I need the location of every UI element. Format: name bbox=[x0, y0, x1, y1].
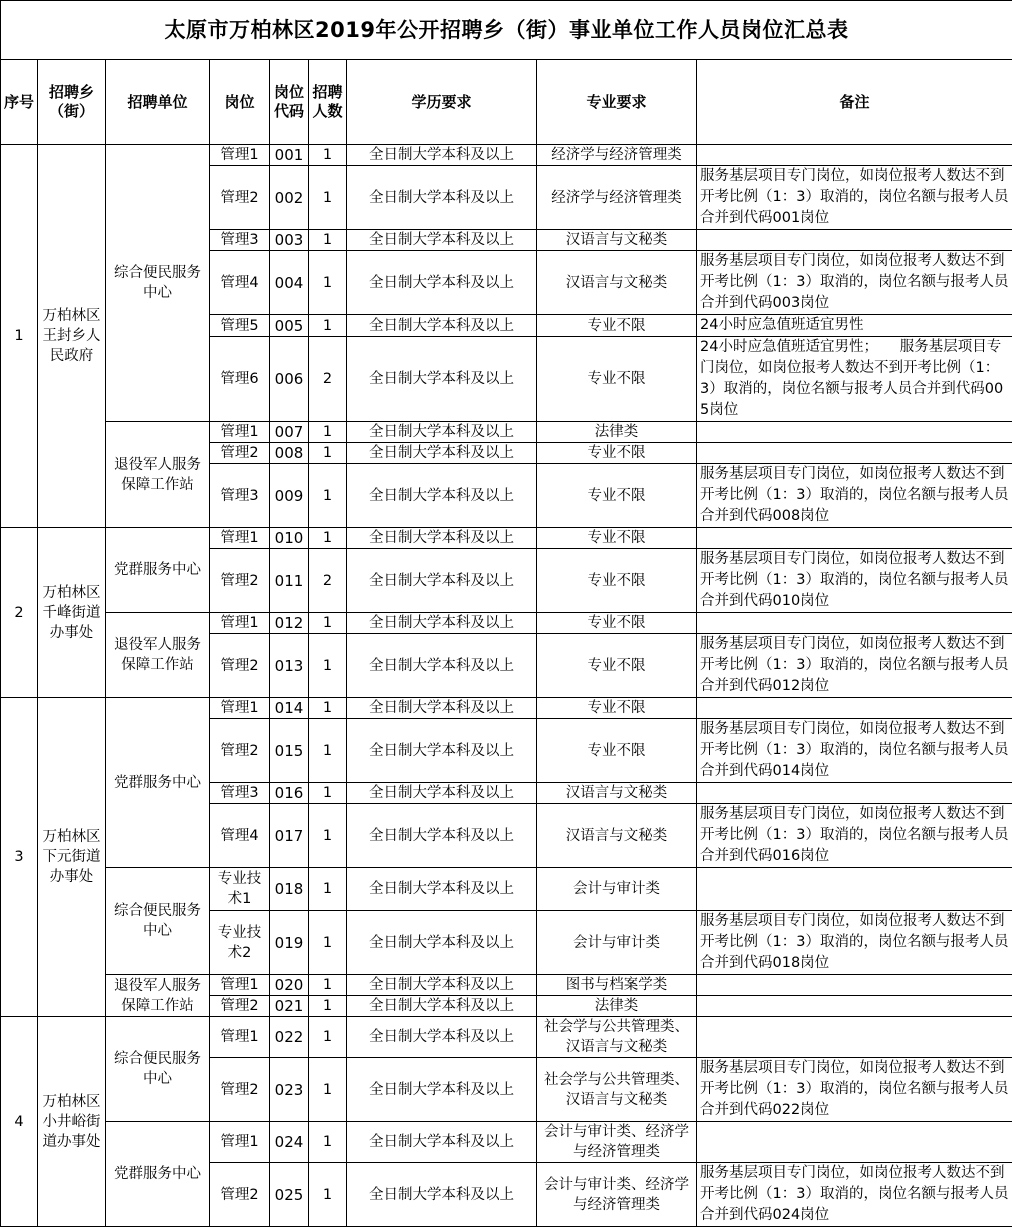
education-requirement: 全日制大学本科及以上 bbox=[347, 528, 537, 549]
major-requirement: 专业不限 bbox=[537, 337, 697, 422]
post-code: 006 bbox=[270, 337, 309, 422]
post-name: 管理3 bbox=[210, 230, 270, 251]
major-requirement: 专业不限 bbox=[537, 719, 697, 783]
unit-name: 综合便民服务中心 bbox=[106, 868, 210, 975]
headcount: 1 bbox=[309, 975, 347, 996]
remark: 服务基层项目专门岗位，如岗位报考人数达不到开考比例（1：3）取消的，岗位名额与报考人员合并到代码024岗位 bbox=[697, 1163, 1012, 1227]
post-name: 管理1 bbox=[210, 975, 270, 996]
post-code: 024 bbox=[270, 1122, 309, 1163]
table-row bbox=[1, 1017, 1012, 1058]
major-requirement: 汉语言与文秘类 bbox=[537, 251, 697, 315]
unit-name: 退役军人服务保障工作站 bbox=[106, 975, 210, 1017]
remark bbox=[697, 422, 1012, 443]
remark bbox=[697, 783, 1012, 804]
unit-name: 党群服务中心 bbox=[106, 1122, 210, 1227]
headcount: 1 bbox=[309, 443, 347, 464]
group-seq: 4 bbox=[1, 1017, 38, 1227]
post-name: 管理3 bbox=[210, 783, 270, 804]
group-town: 万柏林区小井峪街道办事处 bbox=[38, 1017, 106, 1227]
header-town: 招聘乡（街） bbox=[38, 60, 106, 145]
remark bbox=[697, 230, 1012, 251]
headcount: 1 bbox=[309, 315, 347, 337]
remark: 服务基层项目专门岗位，如岗位报考人数达不到开考比例（1：3）取消的，岗位名额与报考人员合并到代码018岗位 bbox=[697, 911, 1012, 975]
remark: 服务基层项目专门岗位，如岗位报考人数达不到开考比例（1：3）取消的，岗位名额与报考人员合并到代码014岗位 bbox=[697, 719, 1012, 783]
headcount: 1 bbox=[309, 1058, 347, 1122]
post-code: 012 bbox=[270, 613, 309, 634]
post-name: 管理1 bbox=[210, 422, 270, 443]
education-requirement: 全日制大学本科及以上 bbox=[347, 464, 537, 528]
table-row bbox=[1, 613, 1012, 634]
headcount: 1 bbox=[309, 783, 347, 804]
table-row bbox=[1, 1122, 1012, 1163]
post-code: 019 bbox=[270, 911, 309, 975]
major-requirement: 专业不限 bbox=[537, 634, 697, 698]
education-requirement: 全日制大学本科及以上 bbox=[347, 230, 537, 251]
major-requirement: 汉语言与文秘类 bbox=[537, 804, 697, 868]
remark: 服务基层项目专门岗位，如岗位报考人数达不到开考比例（1：3）取消的，岗位名额与报考人员合并到代码016岗位 bbox=[697, 804, 1012, 868]
remark: 24小时应急值班适宜男性 bbox=[697, 315, 1012, 337]
unit-name: 综合便民服务中心 bbox=[106, 145, 210, 422]
remark: 服务基层项目专门岗位，如岗位报考人数达不到开考比例（1：3）取消的，岗位名额与报考人员合并到代码001岗位 bbox=[697, 166, 1012, 230]
headcount: 1 bbox=[309, 230, 347, 251]
post-name: 管理2 bbox=[210, 996, 270, 1017]
headcount: 1 bbox=[309, 251, 347, 315]
post-code: 017 bbox=[270, 804, 309, 868]
major-requirement: 社会学与公共管理类、汉语言与文秘类 bbox=[537, 1017, 697, 1058]
post-code: 008 bbox=[270, 443, 309, 464]
post-name: 管理3 bbox=[210, 464, 270, 528]
header-unit: 招聘单位 bbox=[106, 60, 210, 145]
post-code: 010 bbox=[270, 528, 309, 549]
post-name: 管理2 bbox=[210, 719, 270, 783]
table-row bbox=[1, 145, 1012, 166]
education-requirement: 全日制大学本科及以上 bbox=[347, 1122, 537, 1163]
major-requirement: 社会学与公共管理类、汉语言与文秘类 bbox=[537, 1058, 697, 1122]
major-requirement: 专业不限 bbox=[537, 464, 697, 528]
major-requirement: 专业不限 bbox=[537, 613, 697, 634]
post-name: 管理6 bbox=[210, 337, 270, 422]
post-name: 管理2 bbox=[210, 443, 270, 464]
education-requirement: 全日制大学本科及以上 bbox=[347, 975, 537, 996]
post-code: 004 bbox=[270, 251, 309, 315]
headcount: 1 bbox=[309, 145, 347, 166]
education-requirement: 全日制大学本科及以上 bbox=[347, 145, 537, 166]
group-town: 万柏林区下元街道办事处 bbox=[38, 698, 106, 1017]
major-requirement: 经济学与经济管理类 bbox=[537, 166, 697, 230]
remark bbox=[697, 975, 1012, 996]
post-name: 管理2 bbox=[210, 634, 270, 698]
headcount: 2 bbox=[309, 549, 347, 613]
post-code: 021 bbox=[270, 996, 309, 1017]
unit-name: 党群服务中心 bbox=[106, 698, 210, 868]
major-requirement: 会计与审计类、经济学与经济管理类 bbox=[537, 1122, 697, 1163]
remark bbox=[697, 145, 1012, 166]
group-seq: 2 bbox=[1, 528, 38, 698]
headcount: 1 bbox=[309, 804, 347, 868]
education-requirement: 全日制大学本科及以上 bbox=[347, 911, 537, 975]
post-code: 009 bbox=[270, 464, 309, 528]
headcount: 1 bbox=[309, 698, 347, 719]
remark bbox=[697, 443, 1012, 464]
remark bbox=[697, 1017, 1012, 1058]
group-seq: 3 bbox=[1, 698, 38, 1017]
major-requirement: 专业不限 bbox=[537, 443, 697, 464]
education-requirement: 全日制大学本科及以上 bbox=[347, 1163, 537, 1227]
header-seq: 序号 bbox=[1, 60, 38, 145]
major-requirement: 专业不限 bbox=[537, 698, 697, 719]
education-requirement: 全日制大学本科及以上 bbox=[347, 337, 537, 422]
major-requirement: 汉语言与文秘类 bbox=[537, 230, 697, 251]
education-requirement: 全日制大学本科及以上 bbox=[347, 804, 537, 868]
post-name: 管理1 bbox=[210, 698, 270, 719]
post-code: 016 bbox=[270, 783, 309, 804]
major-requirement: 会计与审计类 bbox=[537, 911, 697, 975]
group-town: 万柏林区王封乡人民政府 bbox=[38, 145, 106, 528]
table-row bbox=[1, 528, 1012, 549]
group-town: 万柏林区千峰街道办事处 bbox=[38, 528, 106, 698]
post-name: 管理1 bbox=[210, 145, 270, 166]
unit-name: 退役军人服务保障工作站 bbox=[106, 422, 210, 528]
unit-name: 综合便民服务中心 bbox=[106, 1017, 210, 1122]
remark: 服务基层项目专门岗位，如岗位报考人数达不到开考比例（1：3）取消的，岗位名额与报考人员合并到代码010岗位 bbox=[697, 549, 1012, 613]
remark: 24小时应急值班适宜男性； 服务基层项目专门岗位，如岗位报考人数达不到开考比例（1：3）取消的，岗位名额与报考人员合并到代码005岗位 bbox=[697, 337, 1012, 422]
headcount: 1 bbox=[309, 634, 347, 698]
education-requirement: 全日制大学本科及以上 bbox=[347, 1058, 537, 1122]
headcount: 1 bbox=[309, 911, 347, 975]
post-name: 管理1 bbox=[210, 528, 270, 549]
post-code: 007 bbox=[270, 422, 309, 443]
education-requirement: 全日制大学本科及以上 bbox=[347, 634, 537, 698]
headcount: 1 bbox=[309, 528, 347, 549]
major-requirement: 会计与审计类 bbox=[537, 868, 697, 911]
education-requirement: 全日制大学本科及以上 bbox=[347, 422, 537, 443]
post-code: 020 bbox=[270, 975, 309, 996]
post-code: 011 bbox=[270, 549, 309, 613]
remark bbox=[697, 1122, 1012, 1163]
post-name: 管理4 bbox=[210, 804, 270, 868]
headcount: 1 bbox=[309, 1122, 347, 1163]
remark: 服务基层项目专门岗位，如岗位报考人数达不到开考比例（1：3）取消的，岗位名额与报考人员合并到代码003岗位 bbox=[697, 251, 1012, 315]
remark: 服务基层项目专门岗位，如岗位报考人数达不到开考比例（1：3）取消的，岗位名额与报考人员合并到代码008岗位 bbox=[697, 464, 1012, 528]
post-code: 023 bbox=[270, 1058, 309, 1122]
post-name: 管理2 bbox=[210, 1058, 270, 1122]
unit-name: 党群服务中心 bbox=[106, 528, 210, 613]
headcount: 1 bbox=[309, 1017, 347, 1058]
post-code: 018 bbox=[270, 868, 309, 911]
remark: 服务基层项目专门岗位，如岗位报考人数达不到开考比例（1：3）取消的，岗位名额与报考人员合并到代码012岗位 bbox=[697, 634, 1012, 698]
post-code: 025 bbox=[270, 1163, 309, 1227]
post-code: 013 bbox=[270, 634, 309, 698]
headcount: 2 bbox=[309, 337, 347, 422]
headcount: 1 bbox=[309, 1163, 347, 1227]
post-name: 管理1 bbox=[210, 1122, 270, 1163]
education-requirement: 全日制大学本科及以上 bbox=[347, 315, 537, 337]
table-row bbox=[1, 698, 1012, 719]
group-seq: 1 bbox=[1, 145, 38, 528]
post-name: 管理2 bbox=[210, 1163, 270, 1227]
major-requirement: 专业不限 bbox=[537, 315, 697, 337]
major-requirement: 经济学与经济管理类 bbox=[537, 145, 697, 166]
headcount: 1 bbox=[309, 422, 347, 443]
post-name: 管理5 bbox=[210, 315, 270, 337]
education-requirement: 全日制大学本科及以上 bbox=[347, 443, 537, 464]
post-code: 014 bbox=[270, 698, 309, 719]
table-row bbox=[1, 975, 1012, 996]
unit-name: 退役军人服务保障工作站 bbox=[106, 613, 210, 698]
post-name: 专业技术2 bbox=[210, 911, 270, 975]
education-requirement: 全日制大学本科及以上 bbox=[347, 251, 537, 315]
post-code: 001 bbox=[270, 145, 309, 166]
header-code: 岗位代码 bbox=[270, 60, 309, 145]
header-education: 学历要求 bbox=[347, 60, 537, 145]
headcount: 1 bbox=[309, 464, 347, 528]
post-name: 管理2 bbox=[210, 549, 270, 613]
remark bbox=[697, 996, 1012, 1017]
headcount: 1 bbox=[309, 166, 347, 230]
header-note: 备注 bbox=[697, 60, 1012, 145]
table-row bbox=[1, 422, 1012, 443]
post-code: 003 bbox=[270, 230, 309, 251]
education-requirement: 全日制大学本科及以上 bbox=[347, 996, 537, 1017]
education-requirement: 全日制大学本科及以上 bbox=[347, 698, 537, 719]
header-count: 招聘人数 bbox=[309, 60, 347, 145]
major-requirement: 图书与档案学类 bbox=[537, 975, 697, 996]
major-requirement: 专业不限 bbox=[537, 528, 697, 549]
post-code: 002 bbox=[270, 166, 309, 230]
post-name: 专业技术1 bbox=[210, 868, 270, 911]
post-name: 管理1 bbox=[210, 1017, 270, 1058]
post-name: 管理2 bbox=[210, 166, 270, 230]
header-post: 岗位 bbox=[210, 60, 270, 145]
post-code: 022 bbox=[270, 1017, 309, 1058]
major-requirement: 法律类 bbox=[537, 996, 697, 1017]
education-requirement: 全日制大学本科及以上 bbox=[347, 1017, 537, 1058]
remark bbox=[697, 698, 1012, 719]
education-requirement: 全日制大学本科及以上 bbox=[347, 549, 537, 613]
major-requirement: 会计与审计类、经济学与经济管理类 bbox=[537, 1163, 697, 1227]
table-title: 太原市万柏林区2019年公开招聘乡（街）事业单位工作人员岗位汇总表 bbox=[1, 1, 1012, 60]
headcount: 1 bbox=[309, 613, 347, 634]
header-major: 专业要求 bbox=[537, 60, 697, 145]
education-requirement: 全日制大学本科及以上 bbox=[347, 783, 537, 804]
remark bbox=[697, 613, 1012, 634]
headcount: 1 bbox=[309, 719, 347, 783]
post-name: 管理1 bbox=[210, 613, 270, 634]
headcount: 1 bbox=[309, 868, 347, 911]
major-requirement: 专业不限 bbox=[537, 549, 697, 613]
education-requirement: 全日制大学本科及以上 bbox=[347, 166, 537, 230]
education-requirement: 全日制大学本科及以上 bbox=[347, 719, 537, 783]
post-name: 管理4 bbox=[210, 251, 270, 315]
remark: 服务基层项目专门岗位，如岗位报考人数达不到开考比例（1：3）取消的，岗位名额与报考人员合并到代码022岗位 bbox=[697, 1058, 1012, 1122]
major-requirement: 法律类 bbox=[537, 422, 697, 443]
major-requirement: 汉语言与文秘类 bbox=[537, 783, 697, 804]
headcount: 1 bbox=[309, 996, 347, 1017]
remark bbox=[697, 868, 1012, 911]
post-code: 015 bbox=[270, 719, 309, 783]
education-requirement: 全日制大学本科及以上 bbox=[347, 613, 537, 634]
remark bbox=[697, 528, 1012, 549]
table-row bbox=[1, 868, 1012, 911]
post-code: 005 bbox=[270, 315, 309, 337]
education-requirement: 全日制大学本科及以上 bbox=[347, 868, 537, 911]
